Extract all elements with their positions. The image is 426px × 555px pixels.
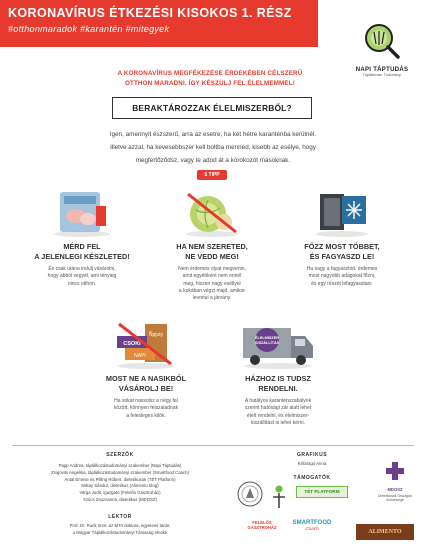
graphics-name: Kéfaragó Anna — [297, 461, 327, 466]
hashtags: #otthonmaradok #karantén #mitegyek — [8, 24, 170, 34]
truck-label-2: KISZÁLLÍTÁS — [254, 341, 280, 345]
page-title: KORONAVÍRUS ÉTKEZÉSI KISOKOS 1. RÉSZ — [8, 6, 292, 20]
university-seal — [236, 480, 264, 513]
graphics-label: GRAFIKUS — [296, 452, 328, 458]
delivery-truck-icon — [237, 318, 319, 370]
smartfood-logo: SMARTFOOD Coach — [292, 520, 332, 531]
tip-5 — [218, 318, 338, 427]
tip-1-title: MÉRD FEL A JELENLEGI KÉSZLETED! — [34, 242, 130, 261]
napi-bar-label: NAPI — [134, 353, 146, 359]
tip-3-title: FŐZZ MOST TÖBBET, ÉS FAGYASZD LE! — [304, 242, 380, 261]
tip-2 — [152, 186, 272, 302]
grocery-bag-icon — [50, 186, 114, 238]
tip-4-title: MOST NE A NASIKBÓL VÁSÁROLJ BE! — [105, 374, 187, 393]
tip-3 — [282, 186, 402, 288]
logo-tagline: Táplálkozás. Tudomány. — [362, 73, 402, 77]
felelos-gasztrohaz-logo: FELELŐS GASZTROHÁZ — [247, 520, 277, 531]
mdosz-cross-icon — [384, 460, 406, 482]
mdosz-logo: MDOSZ Dietetikusok Országos Szövetsége — [370, 460, 420, 502]
intro-paragraph: Igen, amennyit észszerű, arra az esetre, ha két hétre karanténba kerülnél. Illetve azzal, ha kevesebbszer kell boltba menned, kisebb az esélye, hogy megfertőződsz, vagy te adod át a kórokozót másoknak. — [109, 131, 317, 164]
alimento-logo: ALIMENTO — [356, 524, 414, 540]
intro-text: A KORONAVÍRUS MEGFÉKEZÉSE ÉRDEKÉBEN CÉLSZERŰ OTTHON MARADNI. ÍGY KÉSZÜLJ FEL ÉLELMEMMEL! — [117, 70, 303, 87]
choco-label: CSOKI — [123, 341, 141, 347]
tip-1 — [22, 186, 142, 288]
part-label: 1. RÉSZ — [241, 6, 292, 20]
supporters-label: TÁMOGATÓK — [293, 475, 331, 481]
logo-name: NAPI TÁPTUDÁS — [355, 67, 409, 73]
snack-bars-icon — [111, 318, 181, 370]
napi-taptudas-logo — [346, 22, 418, 77]
tip-5-title: HÁZHOZ IS TUDSZ RENDELNI. — [245, 374, 311, 393]
question-box: BERAKTÁROZZAK ÉLELMISZERBŐL? — [112, 97, 312, 119]
tip-2-text: Nem érdemes olyat megvenni, amit egyébként nem ennél meg, hiszen nagy eséllyel a kukában végzi majd, amikor levonul a járvány. — [178, 266, 246, 302]
tip-1-text: És csak utána indulj vásárolni, hogy abból vegyél, ami tényleg nincs otthon. — [47, 266, 117, 287]
lector-label: LEKTOR — [108, 514, 132, 520]
freezer-icon — [310, 186, 374, 238]
authors-label: SZERZŐK — [106, 452, 134, 458]
tipp-badge: 5 TIPP — [197, 170, 227, 180]
authors-list: Papp Andrea, táplálkozástudományi szakember (Napi Táptudás) Zsigovits Angelika, táplálkozástudományi szakember (Smartfood Coach) Antal Emese és Pilling Róbert, dietetikusok (TÉT Platform) Mátay Sándor, dietetikus (Alimento blog) Varga Judit, igazgató (Felelős Gasztroház) Szűcs Zsuzsanna, dietetikus (MDOSZ) — [51, 463, 189, 502]
leaf-figure-icon — [270, 484, 288, 510]
seal-icon — [236, 480, 264, 508]
lector-text: Prof. Dr. Rurik Imre, az MTA doktora, egyetemi tanár, a Magyar Táplálkozástudományi Társaság elnöke — [69, 523, 171, 535]
truck-label-1: ÉLELMISZER — [254, 336, 280, 340]
magnifier-plate-icon — [362, 22, 402, 60]
divider — [12, 445, 414, 446]
tet-platform-logo: TÉT PLATFORM — [296, 486, 348, 498]
snack-brand-label: Ñpjuty — [148, 332, 164, 338]
leaf-figure-logo — [270, 484, 288, 515]
tip-4-text: Ha sokat nassolsz a négy fal között, könnyen felszaladnak a felesleges kilók. — [113, 398, 179, 419]
tip-2-title: HA NEM SZERETED, NE VEDD MEG! — [176, 242, 248, 261]
cabbage-icon — [180, 186, 244, 238]
tip-4 — [86, 318, 206, 420]
tip-3-text: Ha nagy a fagyasztód, érdemes most nagyobb adagokat főzni, és egy részét lefagyasztani. — [306, 266, 378, 287]
header-banner — [0, 0, 318, 47]
tip-5-text: A hatályos karanténszabályok szerint hatósági zár alatt lehet ételt rendelni, és élelmiszer- kiszállítást is lehet kérni. — [244, 398, 312, 426]
